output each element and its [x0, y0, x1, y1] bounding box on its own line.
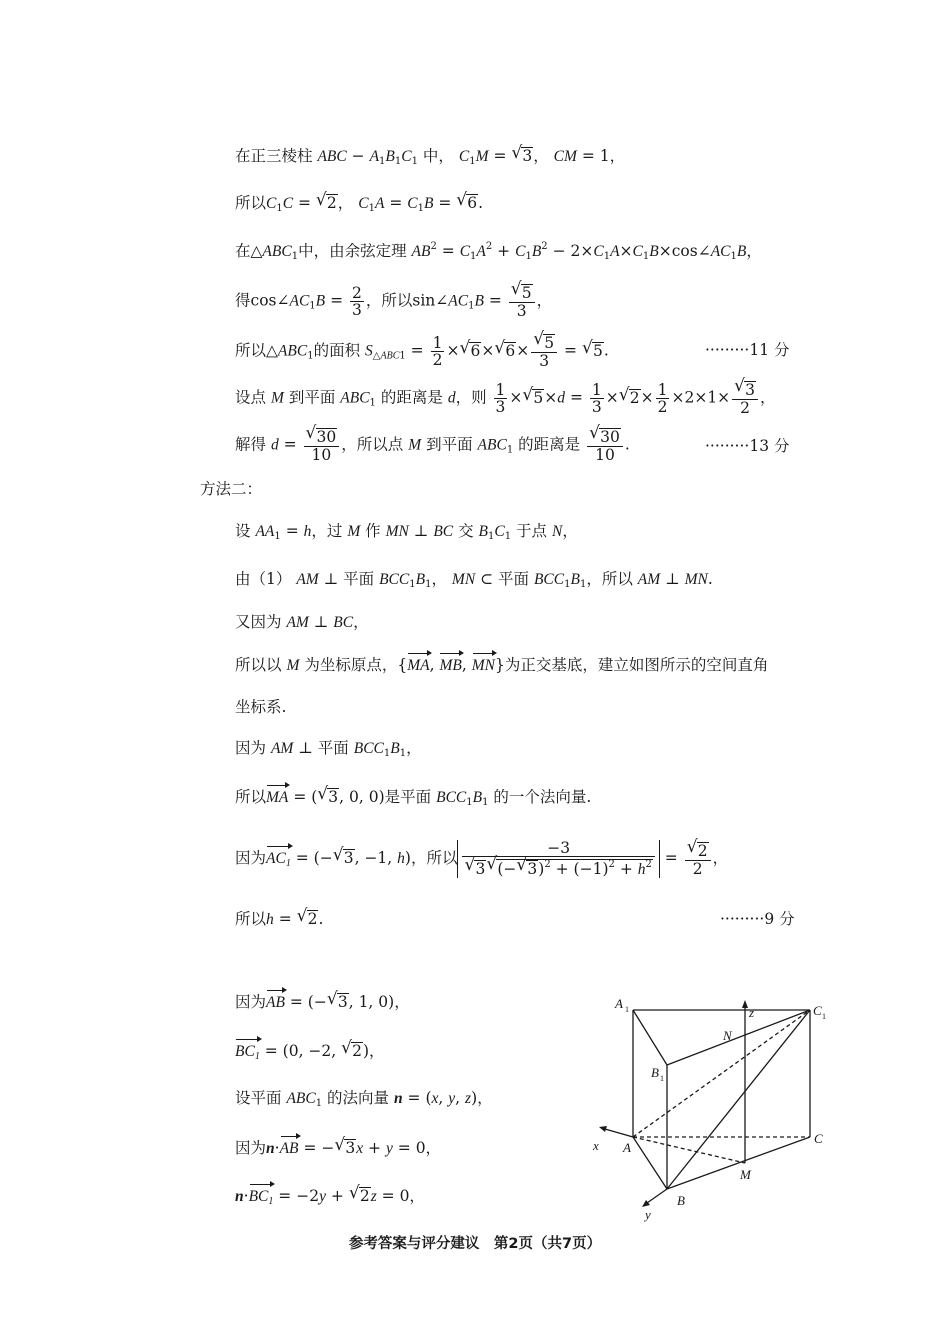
- text-line-8: 设 $AA_1 = h$，过 M 作 MN ⊥ BC 交 $B_1C_1$ 于点 N，: [235, 522, 578, 542]
- text-line-20: 因为n·AB = −√ 3x + y = 0，: [235, 1138, 441, 1159]
- prism-figure: [585, 995, 835, 1225]
- text: ，所以: [410, 849, 458, 867]
- text: 到平面: [288, 388, 336, 407]
- text: 设点: [235, 388, 267, 407]
- text: 的法向量: [327, 1089, 390, 1107]
- label-c1: C: [813, 1003, 822, 1018]
- text: 的距离是: [380, 388, 443, 407]
- text: 平面: [317, 739, 349, 757]
- text: 于点: [516, 522, 548, 540]
- text: 设平面: [235, 1089, 282, 1107]
- text-line-2: 所以$C_1C$ = √ 2， $C_1A = C_1B$ = √ 6.: [235, 193, 483, 214]
- text: 因为: [235, 1139, 267, 1157]
- text: 所以: [235, 194, 267, 212]
- label-c: C: [814, 1131, 823, 1146]
- text: 所以: [235, 788, 267, 806]
- text-line-14: 所以MA = (√ 3, 0, 0)是平面 $BCC_1B_1$ 的一个法向量.: [235, 787, 591, 808]
- text-line-1: 在正三棱柱 ABC − $A_1B_1C_1$ 中， $C_1M$ = √ 3， CM = 1，: [235, 146, 625, 167]
- text: 在△: [235, 242, 263, 260]
- text: 因为: [235, 849, 267, 867]
- text: 由（1）: [235, 570, 292, 588]
- text: 解得: [235, 435, 267, 454]
- text: 得: [235, 291, 251, 310]
- text-line-5: 所以$\triangle ABC_1$的面积 $S_{\triangle ABC1}$ = $\frac{1}{2}$ ×√ 6×√ 6× √ $\frac{5}{3}$ = √ 5.: [235, 334, 609, 369]
- text: 的面积: [313, 341, 361, 360]
- text-line-18: $BC_1 = (0$, −2, √ 2)，: [235, 1041, 385, 1062]
- label-a: A: [623, 1140, 631, 1155]
- svg-text:1: 1: [660, 1074, 664, 1083]
- label-n: N: [723, 1028, 732, 1043]
- text: 中，由余弦定理: [298, 242, 407, 260]
- text: 因为: [235, 993, 267, 1011]
- label-z: z: [749, 1005, 755, 1020]
- svg-text:1: 1: [625, 1005, 629, 1014]
- text-line-7: 解得 d = √ $\frac{30}{10}$ ，所以点 M 到平面 $ABC_1$ 的距离是 √ $\frac{30}{10}$ .: [235, 428, 630, 463]
- text: 为坐标原点，: [304, 656, 398, 674]
- score-9: ·········9 分: [720, 910, 795, 928]
- text: 因为: [235, 739, 267, 757]
- text: 平面: [498, 570, 530, 588]
- text: 到平面: [426, 435, 473, 454]
- text: 交: [458, 522, 474, 540]
- text: 在正三棱柱: [235, 147, 313, 165]
- text-line-17: 因为AB = (−√ 3, 1, 0)，: [235, 992, 410, 1013]
- text-line-9: 由（1） AM ⊥ 平面 $BCC_1B_1$， MN ⊂ 平面 $BCC_1B_1$，所以 AM ⊥ MN.: [235, 570, 713, 590]
- text-line-10: 又因为 AM ⊥ BC，: [235, 613, 369, 631]
- text-line-19: 设平面 $ABC_1$ 的法向量 n = (x, y, z)，: [235, 1089, 493, 1109]
- text: ，: [431, 570, 447, 588]
- text: 平面: [343, 570, 375, 588]
- text: 设: [235, 522, 251, 540]
- text: 所以△: [235, 341, 278, 360]
- method-two-heading: 方法二：: [200, 480, 263, 498]
- label-b1: B: [651, 1065, 659, 1080]
- text: ，所以点: [341, 435, 404, 454]
- score-11: ·········11 分: [705, 341, 790, 359]
- text-line-21: $n\cdot BC_1 = -2y$ + √ 2z = 0，: [235, 1186, 425, 1207]
- text: 所以以: [235, 656, 282, 674]
- text-line-15: 因为$AC_1$ = (−√ 3, −1, h)，所以 −3 √ 3√ (−√ $3)^2 + (-1)^2 + h^2$ = √ $\frac{2}{2}$ ，: [235, 840, 728, 878]
- text: ，过: [311, 522, 343, 540]
- text-line-13: 因为 AM ⊥ 平面 $BCC_1B_1$，: [235, 739, 422, 759]
- label-y: y: [645, 1207, 651, 1222]
- score-13: ·········13 分: [705, 437, 790, 455]
- text: 的距离是: [518, 435, 581, 454]
- page-footer: 参考答案与评分建议 第2页（共7页）: [348, 1236, 602, 1252]
- text-line-6: 设点 M 到平面 $ABC_1$ 的距离是 d，则 $\frac{1}{3}$ ×√ 5×d = $\frac{1}{3}$ ×√ 2× $\frac{1}{2}$ ×2×1× √ $\frac{3}{2}$ ，: [235, 381, 776, 416]
- text: 又因为: [235, 613, 282, 631]
- text: ，所以: [586, 570, 633, 588]
- text-line-4: 得$\cos\angle AC_1B$ = $\frac{2}{3}$ ，所以$\sin\angle AC_1B$ = √ $\frac{5}{3}$ ，: [235, 284, 552, 319]
- label-x: x: [593, 1138, 599, 1153]
- text-line-11: 所以以 M 为坐标原点，{MA, MB, MN}为正交基底，建立如图所示的空间直角: [235, 656, 769, 674]
- text: ，则: [455, 388, 487, 407]
- text: 为正交基底，建立如图所示的空间直角: [504, 656, 769, 674]
- text: 所以: [235, 910, 267, 928]
- label-m: M: [740, 1167, 751, 1182]
- label-a1: A: [615, 996, 623, 1011]
- text-line-16: 所以h = √ 2.: [235, 909, 323, 930]
- label-b: B: [677, 1193, 685, 1208]
- text: 的一个法向量.: [493, 788, 592, 806]
- text-line-3: 在$\triangle ABC_1$中，由余弦定理 $AB^2 = C_1A^2 + C_1B^2$ − $2\times C_1A\times C_1B\times\cos\angle AC_1B$，: [235, 241, 762, 262]
- text: 作: [365, 522, 381, 540]
- svg-text:1: 1: [822, 1012, 826, 1021]
- text: ，所以: [365, 291, 413, 310]
- text-line-12: 坐标系.: [235, 698, 287, 716]
- text: 是平面: [384, 788, 432, 806]
- text: 中，: [422, 147, 454, 165]
